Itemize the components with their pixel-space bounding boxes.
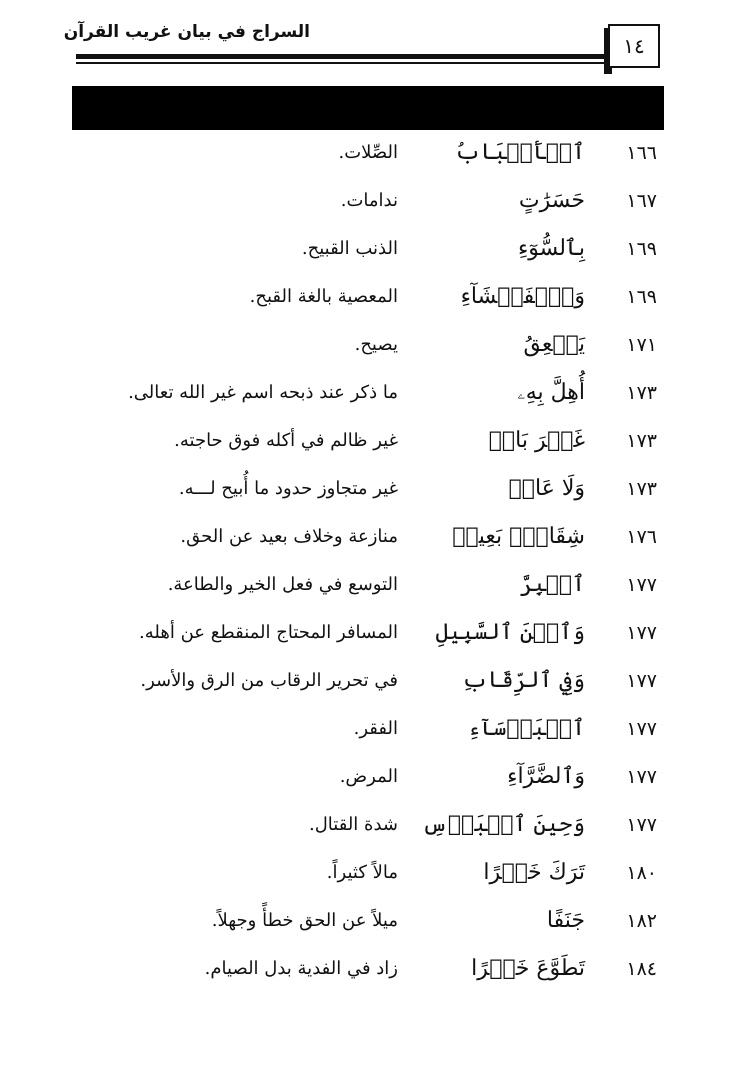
entry-row bbox=[0, 520, 755, 568]
page-number-box bbox=[608, 24, 660, 68]
verse-number: ١٧٧ bbox=[626, 814, 657, 836]
word-meaning: الذنب القبيح. bbox=[301, 238, 398, 259]
quran-word: وَفِي ٱلرِّقَابِ bbox=[461, 668, 585, 693]
word-meaning: يصيح. bbox=[354, 334, 398, 355]
verse-number: ١٧٧ bbox=[626, 670, 657, 692]
quran-word: يَنۡعِقُ bbox=[523, 332, 585, 357]
word-meaning: غير ظالم في أكله فوق حاجته. bbox=[174, 430, 398, 451]
header-rule-thick bbox=[76, 54, 606, 59]
word-meaning: المسافر المحتاج المنقطع عن أهله. bbox=[139, 622, 398, 643]
header-rule-thin bbox=[76, 62, 606, 64]
word-meaning: منازعة وخلاف بعيد عن الحق. bbox=[180, 526, 398, 547]
word-meaning: شدة القتال. bbox=[309, 814, 398, 835]
word-meaning: ندامات. bbox=[340, 190, 398, 211]
verse-number: ١٦٩ bbox=[626, 286, 657, 308]
verse-number: ١٨٤ bbox=[626, 958, 657, 980]
word-meaning: في تحرير الرقاب من الرق والأسر. bbox=[140, 670, 398, 691]
quran-word: حَسَرَٰتٍ bbox=[518, 188, 585, 213]
word-meaning: غير متجاوز حدود ما أُبيح لـــه. bbox=[178, 478, 398, 499]
entry-row bbox=[0, 184, 755, 232]
word-meaning: المرض. bbox=[339, 766, 398, 787]
quran-word: ٱلۡبَأۡسَآءِ bbox=[467, 716, 585, 741]
word-meaning: المعصية بالغة القبح. bbox=[249, 286, 398, 307]
entry-row bbox=[0, 904, 755, 952]
quran-word: وَلَا عَادٖ bbox=[508, 476, 585, 501]
quran-word: شِقَاقِۭ بَعِيدٖ bbox=[452, 524, 585, 549]
quran-word: ٱلۡأَسۡبَابُ bbox=[454, 140, 585, 165]
verse-number: ١٧٧ bbox=[626, 766, 657, 788]
verse-number: ١٦٩ bbox=[626, 238, 657, 260]
verse-number: ١٧٦ bbox=[626, 526, 657, 548]
word-meaning: ميلاً عن الحق خطأً وجهلاً. bbox=[211, 910, 398, 931]
entry-row bbox=[0, 808, 755, 856]
quran-word: غَيۡرَ بَاغٖ bbox=[488, 428, 585, 453]
verse-number: ١٧٣ bbox=[626, 430, 657, 452]
entry-row bbox=[0, 952, 755, 1000]
quran-word: ٱلۡبِرَّ bbox=[519, 572, 585, 597]
quran-word: بِٱلسُّوٓءِ bbox=[517, 236, 585, 261]
quran-word: جَنَفًا bbox=[546, 908, 585, 933]
quran-word: وَٱبۡنَ ٱلسَّبِيلِ bbox=[435, 620, 585, 645]
verse-number: ١٧١ bbox=[626, 334, 657, 356]
quran-word: وَحِينَ ٱلۡبَأۡسِ bbox=[422, 812, 585, 837]
verse-number: ١٧٧ bbox=[626, 574, 657, 596]
running-header-title: السراج في بيان غريب القرآن bbox=[63, 22, 310, 42]
page-number: ١٤ bbox=[623, 34, 645, 58]
entry-row bbox=[0, 760, 755, 808]
quran-word: وَٱلۡفَحۡشَآءِ bbox=[460, 284, 585, 309]
entry-row bbox=[0, 424, 755, 472]
entry-row bbox=[0, 568, 755, 616]
word-meaning: ما ذكر عند ذبحه اسم غير الله تعالى. bbox=[128, 382, 398, 403]
quran-word: أُهِلَّ بِهِۦ bbox=[517, 380, 585, 405]
entry-row bbox=[0, 376, 755, 424]
entry-row bbox=[0, 280, 755, 328]
entry-row bbox=[0, 136, 755, 184]
entry-row bbox=[0, 856, 755, 904]
verse-number: ١٨٢ bbox=[626, 910, 657, 932]
entry-row bbox=[0, 616, 755, 664]
entries-list bbox=[0, 136, 755, 1000]
entry-row bbox=[0, 712, 755, 760]
verse-number: ١٨٠ bbox=[626, 862, 657, 884]
word-meaning: زاد في الفدية بدل الصيام. bbox=[204, 958, 398, 979]
word-meaning: الصِّلات. bbox=[338, 142, 398, 163]
word-meaning: التوسع في فعل الخير والطاعة. bbox=[167, 574, 398, 595]
verse-number: ١٦٦ bbox=[626, 142, 657, 164]
word-meaning: مالاً كثيراً. bbox=[326, 862, 398, 883]
entry-row bbox=[0, 328, 755, 376]
verse-number: ١٧٣ bbox=[626, 478, 657, 500]
quran-word: تَطَوَّعَ خَيۡرًا bbox=[471, 956, 585, 981]
quran-word: وَٱلضَّرَّآءِ bbox=[507, 764, 585, 789]
verse-number: ١٧٣ bbox=[626, 382, 657, 404]
entry-row bbox=[0, 664, 755, 712]
word-meaning: الفقر. bbox=[353, 718, 398, 739]
verse-number: ١٧٧ bbox=[626, 718, 657, 740]
verse-number: ١٧٧ bbox=[626, 622, 657, 644]
entry-row bbox=[0, 472, 755, 520]
black-band bbox=[72, 86, 664, 130]
entry-row bbox=[0, 232, 755, 280]
verse-number: ١٦٧ bbox=[626, 190, 657, 212]
quran-word: تَرَكَ خَيۡرًا bbox=[483, 860, 585, 885]
